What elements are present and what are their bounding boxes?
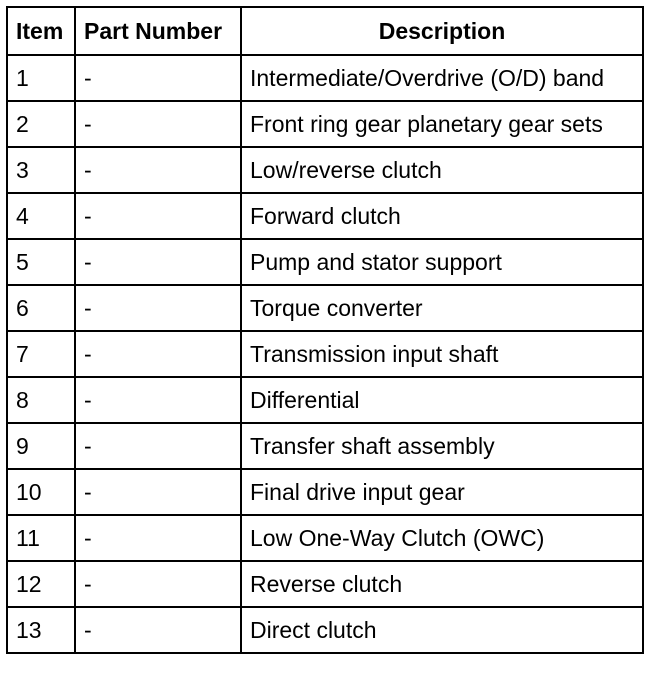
cell-description: Forward clutch <box>241 193 643 239</box>
cell-item: 10 <box>7 469 75 515</box>
table-row <box>7 515 643 561</box>
cell-description: Transfer shaft assembly <box>241 423 643 469</box>
cell-part-number: - <box>75 331 241 377</box>
cell-item: 4 <box>7 193 75 239</box>
cell-item: 7 <box>7 331 75 377</box>
cell-part-number: - <box>75 469 241 515</box>
cell-description: Pump and stator support <box>241 239 643 285</box>
cell-description: Final drive input gear <box>241 469 643 515</box>
header-description: Description <box>241 7 643 55</box>
table-row <box>7 377 643 423</box>
table-row <box>7 101 643 147</box>
table-row <box>7 239 643 285</box>
cell-description: Intermediate/Overdrive (O/D) band <box>241 55 643 101</box>
cell-item: 12 <box>7 561 75 607</box>
cell-part-number: - <box>75 101 241 147</box>
cell-item: 6 <box>7 285 75 331</box>
table-row <box>7 285 643 331</box>
table-body <box>7 55 643 653</box>
cell-item: 13 <box>7 607 75 653</box>
cell-item: 11 <box>7 515 75 561</box>
table-row <box>7 331 643 377</box>
cell-item: 8 <box>7 377 75 423</box>
cell-item: 9 <box>7 423 75 469</box>
table-row <box>7 423 643 469</box>
table-row <box>7 607 643 653</box>
cell-part-number: - <box>75 147 241 193</box>
parts-table <box>6 6 644 654</box>
cell-item: 1 <box>7 55 75 101</box>
cell-part-number: - <box>75 193 241 239</box>
table-row <box>7 561 643 607</box>
cell-part-number: - <box>75 377 241 423</box>
table-row <box>7 147 643 193</box>
cell-part-number: - <box>75 55 241 101</box>
cell-part-number: - <box>75 561 241 607</box>
cell-part-number: - <box>75 423 241 469</box>
cell-description: Reverse clutch <box>241 561 643 607</box>
cell-item: 2 <box>7 101 75 147</box>
header-row <box>7 7 643 55</box>
cell-item: 3 <box>7 147 75 193</box>
table-row <box>7 469 643 515</box>
header-item: Item <box>7 7 75 55</box>
cell-description: Transmission input shaft <box>241 331 643 377</box>
cell-part-number: - <box>75 239 241 285</box>
table-row <box>7 193 643 239</box>
cell-item: 5 <box>7 239 75 285</box>
cell-description: Differential <box>241 377 643 423</box>
header-part-number: Part Number <box>75 7 241 55</box>
cell-description: Low/reverse clutch <box>241 147 643 193</box>
cell-part-number: - <box>75 285 241 331</box>
cell-description: Direct clutch <box>241 607 643 653</box>
cell-part-number: - <box>75 515 241 561</box>
cell-description: Low One-Way Clutch (OWC) <box>241 515 643 561</box>
cell-description: Front ring gear planetary gear sets <box>241 101 643 147</box>
cell-description: Torque converter <box>241 285 643 331</box>
table-header <box>7 7 643 55</box>
cell-part-number: - <box>75 607 241 653</box>
table-row <box>7 55 643 101</box>
